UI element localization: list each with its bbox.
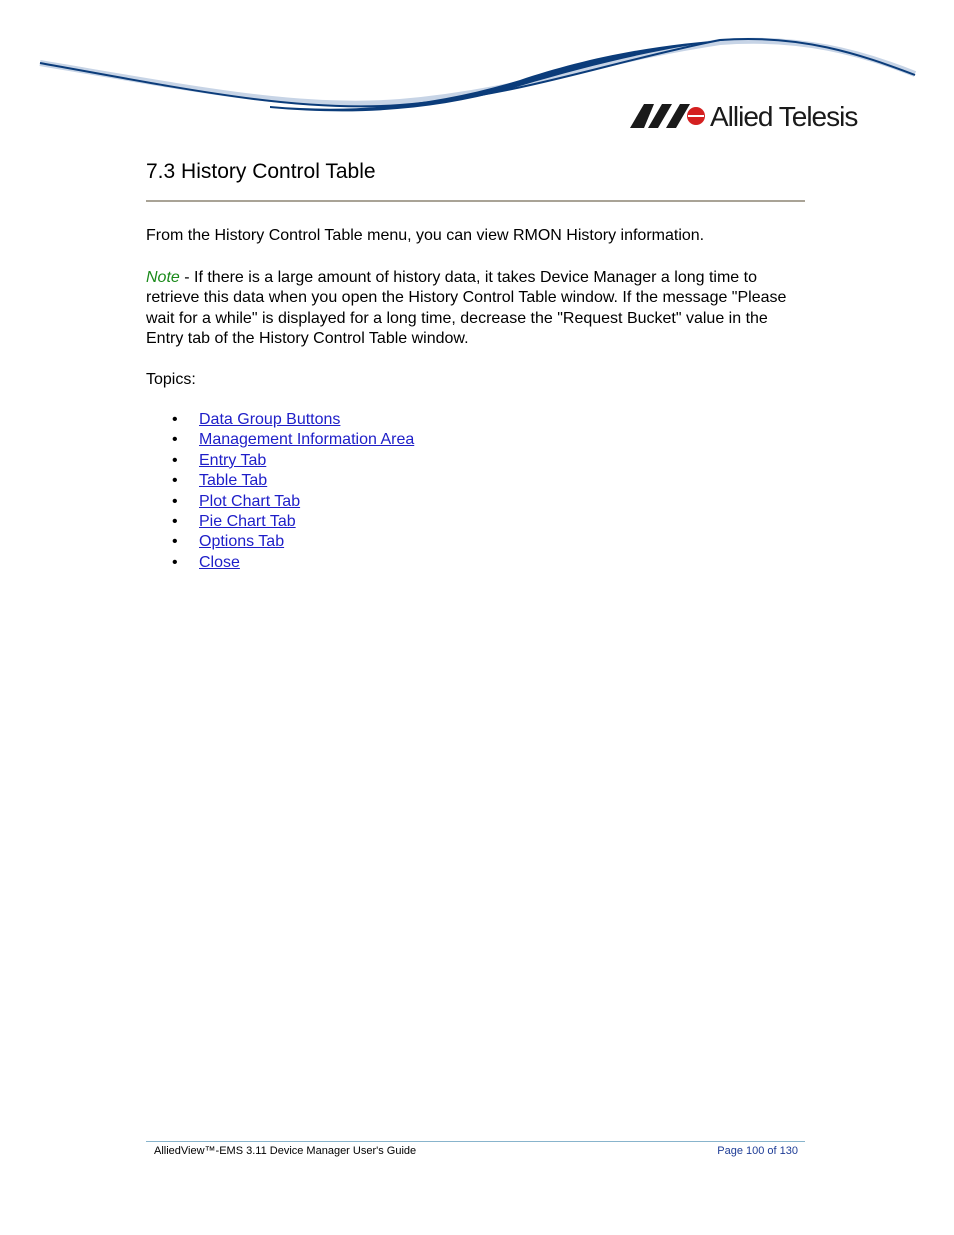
bullet-icon: • bbox=[172, 553, 178, 571]
footer-guide-title: AlliedView™-EMS 3.11 Device Manager User's Guide bbox=[154, 1145, 417, 1157]
main-content bbox=[146, 226, 806, 573]
list-item bbox=[146, 471, 806, 491]
bullet-icon: • bbox=[172, 492, 178, 510]
list-item bbox=[146, 532, 806, 552]
title-divider bbox=[146, 200, 805, 202]
topic-link-options-tab[interactable]: Options Tab bbox=[199, 533, 285, 551]
list-item bbox=[146, 410, 806, 430]
intro-paragraph: From the History Control Table menu, you can view RMON History information. bbox=[146, 227, 705, 244]
allied-telesis-logo-icon bbox=[630, 104, 706, 128]
topic-link-close[interactable]: Close bbox=[199, 553, 240, 571]
bullet-icon: • bbox=[172, 431, 178, 449]
topic-link-plot-chart-tab[interactable]: Plot Chart Tab bbox=[199, 492, 301, 510]
topics-label: Topics: bbox=[146, 370, 196, 388]
bullet-icon: • bbox=[172, 533, 178, 551]
list-item bbox=[146, 553, 806, 573]
note-text: - If there is a large amount of history data, it takes Device Manager a long time to retrieve this data when you open the History Control Table window. If the message "Please wait for a while" is displayed for a long time, decrease the "Request Bucket" value in the Entry tab of the History Control Table window. bbox=[146, 268, 787, 347]
topic-link-data-group-buttons[interactable]: Data Group Buttons bbox=[199, 411, 341, 428]
list-item bbox=[146, 430, 806, 450]
list-item bbox=[146, 512, 806, 532]
logo-wordmark: Allied Telesis bbox=[710, 101, 858, 132]
topic-link-entry-tab[interactable]: Entry Tab bbox=[199, 451, 267, 469]
footer-page-number: Page 100 of 130 bbox=[717, 1145, 798, 1157]
bullet-icon: • bbox=[172, 472, 178, 490]
note-paragraph bbox=[146, 268, 806, 350]
bullet-icon: • bbox=[172, 512, 178, 530]
topic-link-table-tab[interactable]: Table Tab bbox=[199, 472, 268, 490]
list-item bbox=[146, 492, 806, 512]
note-label: Note bbox=[146, 268, 180, 286]
bullet-icon: • bbox=[172, 451, 178, 469]
topic-link-management-information-area[interactable]: Management Information Area bbox=[199, 431, 415, 449]
bullet-icon: • bbox=[172, 411, 178, 428]
list-item bbox=[146, 451, 806, 471]
page-title: 7.3 History Control Table bbox=[146, 160, 376, 183]
topic-link-pie-chart-tab[interactable]: Pie Chart Tab bbox=[199, 512, 296, 530]
company-logo bbox=[630, 100, 870, 134]
topics-list bbox=[146, 410, 806, 573]
footer-divider bbox=[146, 1141, 805, 1142]
